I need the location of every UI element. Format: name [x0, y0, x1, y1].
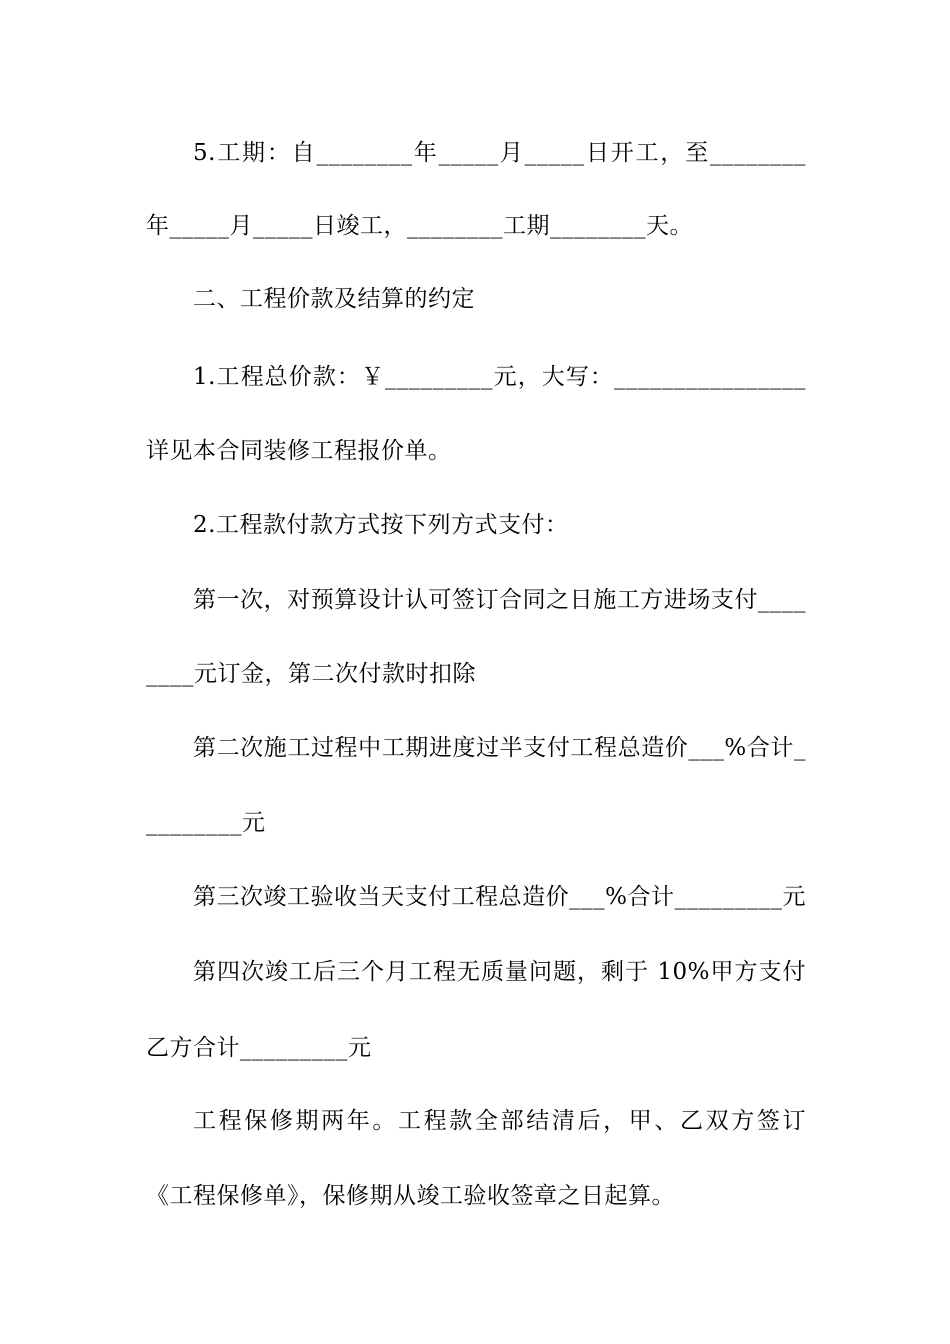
- payment-fourth-installment: 第四次竣工后三个月工程无质量问题，剩于 10%甲方支付: [193, 959, 806, 985]
- clause-5-continuation: 年_____月_____日竣工，________工期________天。: [146, 213, 693, 239]
- payment-third-installment: 第三次竣工验收当天支付工程总造价___%合计_________元: [193, 884, 806, 910]
- clause-5-construction-period: 5.工期：自________年_____月_____日开工，至________: [193, 140, 806, 166]
- section-heading-price-settlement: 二、工程价款及结算的约定: [193, 286, 475, 312]
- payment-second-installment-continuation: ________元: [146, 810, 266, 836]
- payment-fourth-installment-continuation: 乙方合计_________元: [146, 1035, 372, 1061]
- clause-1-continuation: 详见本合同装修工程报价单。: [146, 438, 452, 464]
- clause-1-total-price: 1.工程总价款：￥_________元，大写：________________: [193, 364, 806, 390]
- warranty-clause: 工程保修期两年。工程款全部结清后，甲、乙双方签订: [193, 1108, 806, 1134]
- payment-first-installment-continuation: ____元订金，第二次付款时扣除: [146, 661, 476, 687]
- payment-first-installment: 第一次，对预算设计认可签订合同之日施工方进场支付____: [193, 587, 806, 613]
- warranty-clause-continuation: 《工程保修单》，保修期从竣工验收签章之日起算。: [146, 1183, 675, 1209]
- clause-2-payment-method: 2.工程款付款方式按下列方式支付：: [193, 512, 569, 538]
- payment-second-installment: 第二次施工过程中工期进度过半支付工程总造价___%合计_: [193, 735, 806, 761]
